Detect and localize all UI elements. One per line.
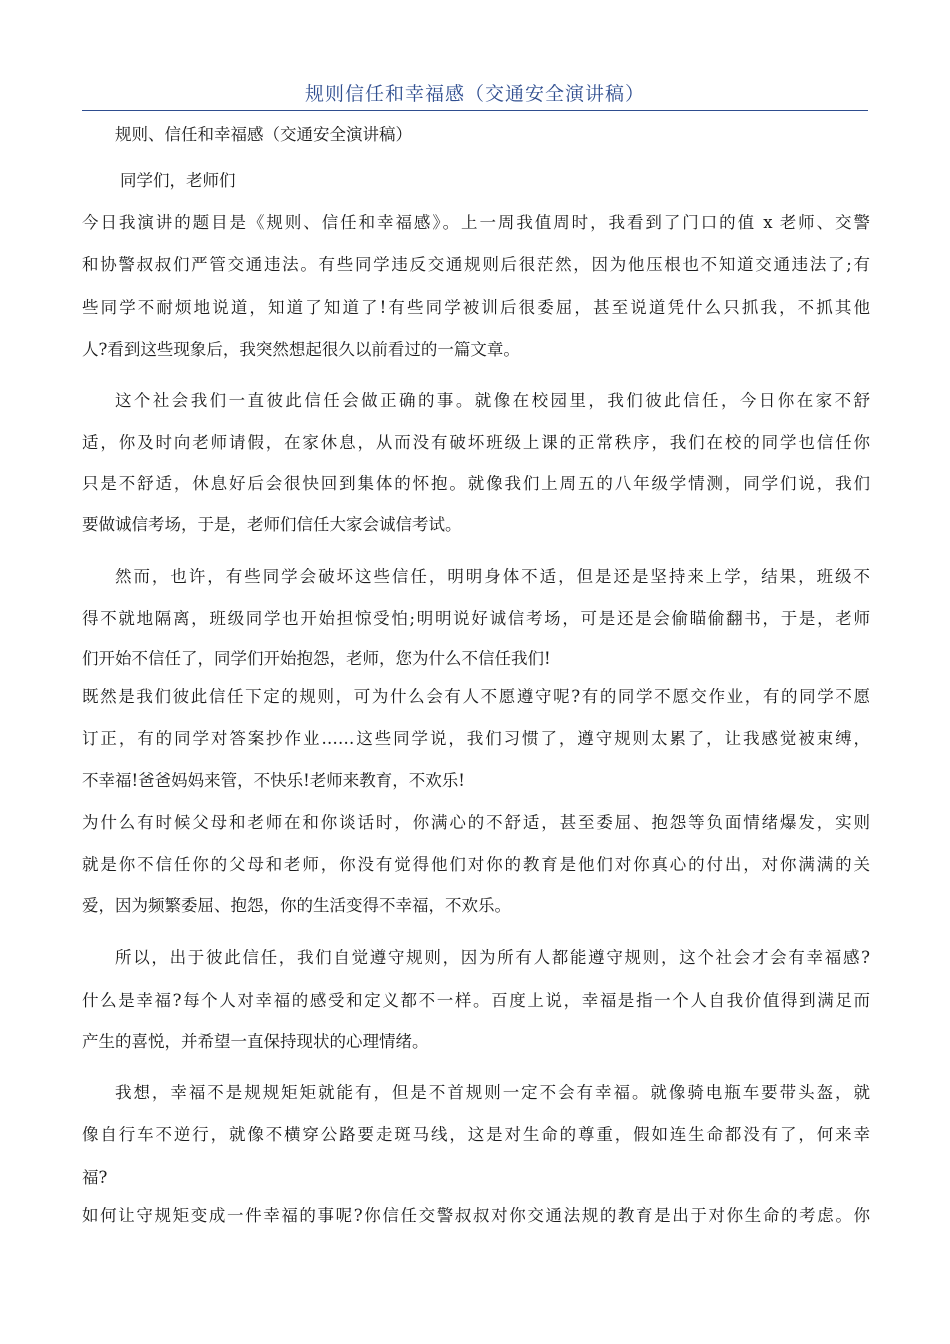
page-header-title: 规则信任和幸福感（交通安全演讲稿） (304, 83, 645, 105)
text-line: 得不就地隔离，班级同学也开始担惊受怕;明明说好诚信考场，可是还是会偷瞄偷翻书，于是，老师 (82, 609, 870, 628)
text-line: 福? (82, 1168, 108, 1187)
text-line: 就是你不信任你的父母和老师，你没有觉得他们对你的教育是他们对你真心的付出，对你满满的关 (82, 855, 870, 874)
text-line: 所以，出于彼此信任，我们自觉遵守规则，因为所有人都能遵守规则，这个社会才会有幸福感? (115, 948, 870, 967)
text-line: 订正，有的同学对答案抄作业……这些同学说，我们习惯了，遵守规则太累了，让我感觉被束缚， (82, 729, 870, 748)
text-line: 爱，因为频繁委屈、抱怨，你的生活变得不幸福，不欢乐。 (82, 896, 511, 915)
greeting: 同学们，老师们 (120, 171, 236, 190)
text-line: 们开始不信任了，同学们开始抱怨，老师，您为什么不信任我们! (82, 649, 551, 668)
text-line: 这个社会我们一直彼此信任会做正确的事。就像在校园里，我们彼此信任，今日你在家不舒 (115, 391, 870, 410)
text-line: 像自行车不逆行，就像不横穿公路要走斑马线，这是对生命的尊重，假如连生命都没有了，何来幸 (82, 1125, 870, 1144)
text-line: 些同学不耐烦地说道，知道了知道了!有些同学被训后很委屈，甚至说道凭什么只抓我，不抓其他 (82, 298, 870, 317)
text-line: 不幸福!爸爸妈妈来管，不快乐!老师来教育，不欢乐! (82, 771, 465, 790)
text-line: 要做诚信考场，于是，老师们信任大家会诚信考试。 (82, 515, 462, 534)
doc-subtitle: 规则、信任和幸福感（交通安全演讲稿） (115, 125, 412, 144)
text-line: 我想，幸福不是规规矩矩就能有，但是不首规则一定不会有幸福。就像骑电瓶车要带头盔，就 (115, 1083, 870, 1102)
text-line: 只是不舒适，休息好后会很快回到集体的怀抱。就像我们上周五的八年级学情测，同学们说，我们 (82, 474, 870, 493)
text-line: 什么是幸福?每个人对幸福的感受和定义都不一样。百度上说，幸福是指一个人自我价值得到满足而 (82, 991, 870, 1010)
text-line: 如何让守规矩变成一件幸福的事呢?你信任交警叔叔对你交通法规的教育是出于对你生命的考虑。你 (82, 1206, 870, 1225)
text-line: 人?看到这些现象后，我突然想起很久以前看过的一篇文章。 (82, 340, 520, 359)
text-line: 产生的喜悦，并希望一直保持现状的心理情绪。 (82, 1032, 429, 1051)
text-line: 适，你及时向老师请假，在家休息，从而没有破坏班级上课的正常秩序，我们在校的同学也信任你 (82, 433, 870, 452)
text-line: 然而，也许，有些同学会破坏这些信任，明明身体不适，但是还是坚持来上学，结果，班级不 (115, 567, 870, 586)
page-header (82, 78, 868, 111)
text-line: 既然是我们彼此信任下定的规则，可为什么会有人不愿遵守呢?有的同学不愿交作业，有的同学不愿 (82, 687, 870, 706)
text-line: 和协警叔叔们严管交通违法。有些同学违反交通规则后很茫然，因为他压根也不知道交通违法了;有 (82, 255, 870, 274)
text-line: 为什么有时候父母和老师在和你谈话时，你满心的不舒适，甚至委屈、抱怨等负面情绪爆发，实则 (82, 813, 870, 832)
text-line: 今日我演讲的题目是《规则、信任和幸福感》。上一周我值周时，我看到了门口的值 x 老师、交警 (82, 213, 870, 232)
